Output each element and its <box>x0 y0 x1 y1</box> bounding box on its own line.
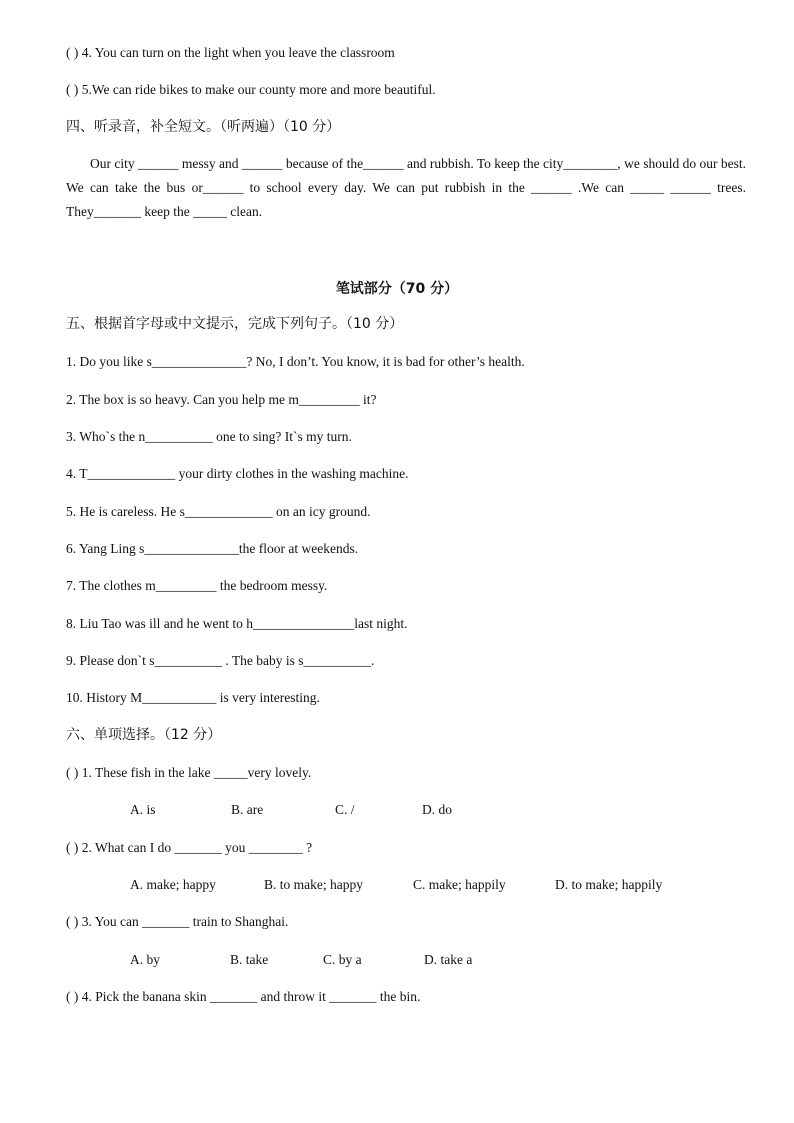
listening-q4: ( ) 4. You can turn on the light when you leave the classroom <box>66 45 395 60</box>
sentence-2: 2. The box is so heavy. Can you help me m_________ it? <box>66 392 377 407</box>
section4-title: 四、听录音，补全短文。（听两遍）（10 分） <box>66 119 341 135</box>
choice-q2-opt-b: B. to make; happy <box>264 877 363 892</box>
choice-q3-opt-c: C. by a <box>323 952 362 967</box>
choice-q3: ( ) 3. You can _______ train to Shanghai. <box>66 914 289 929</box>
sentence-10: 10. History M___________ is very interesting. <box>66 690 320 705</box>
choice-q2-opt-a: A. make; happy <box>130 877 216 892</box>
section5-title: 五、根据首字母或中文提示，完成下列句子。（10 分） <box>66 316 404 332</box>
choice-q3-opt-a: A. by <box>130 952 160 967</box>
choice-q1: ( ) 1. These fish in the lake _____very lovely. <box>66 765 312 780</box>
sentence-5: 5. He is careless. He s_____________ on an icy ground. <box>66 504 371 519</box>
choice-q2: ( ) 2. What can I do _______ you ________ ? <box>66 840 313 855</box>
sentence-8: 8. Liu Tao was ill and he went to h_______________last night. <box>66 616 408 631</box>
choice-q3-opt-d: D. take a <box>424 952 473 967</box>
choice-q4: ( ) 4. Pick the banana skin _______ and throw it _______ the bin. <box>66 989 421 1004</box>
sentence-4: 4. T_____________ your dirty clothes in the washing machine. <box>66 466 409 481</box>
fill-passage: Our city ______ messy and ______ because of the______ and rubbish. To keep the city________, we should do our best. We can take the bus or______ to school every day. We can put rubbish in the ______ .We can _____ ______ trees. They_______ keep the _____ clean. <box>66 156 746 219</box>
sentence-3: 3. Who`s the n__________ one to sing? It`s my turn. <box>66 429 352 444</box>
choice-q2-opt-c: C. make; happily <box>413 877 506 892</box>
listening-q5: ( ) 5.We can ride bikes to make our county more and more beautiful. <box>66 82 436 97</box>
sentence-7: 7. The clothes m_________ the bedroom messy. <box>66 578 328 593</box>
sentence-1: 1. Do you like s______________? No, I don’t. You know, it is bad for other’s health. <box>66 354 525 369</box>
written-part-title: 笔试部分（70 分） <box>335 281 459 297</box>
choice-q2-opt-d: D. to make; happily <box>555 877 663 892</box>
sentence-6: 6. Yang Ling s______________the floor at weekends. <box>66 541 359 556</box>
sentence-9: 9. Please don`t s__________ . The baby is s__________. <box>66 653 375 668</box>
choice-q1-opt-c: C. / <box>335 802 355 817</box>
choice-q1-opt-d: D. do <box>422 802 452 817</box>
section6-title: 六、单项选择。（12 分） <box>66 727 222 743</box>
choice-q1-opt-b: B. are <box>231 802 264 817</box>
choice-q1-opt-a: A. is <box>130 802 156 817</box>
choice-q3-opt-b: B. take <box>230 952 269 967</box>
